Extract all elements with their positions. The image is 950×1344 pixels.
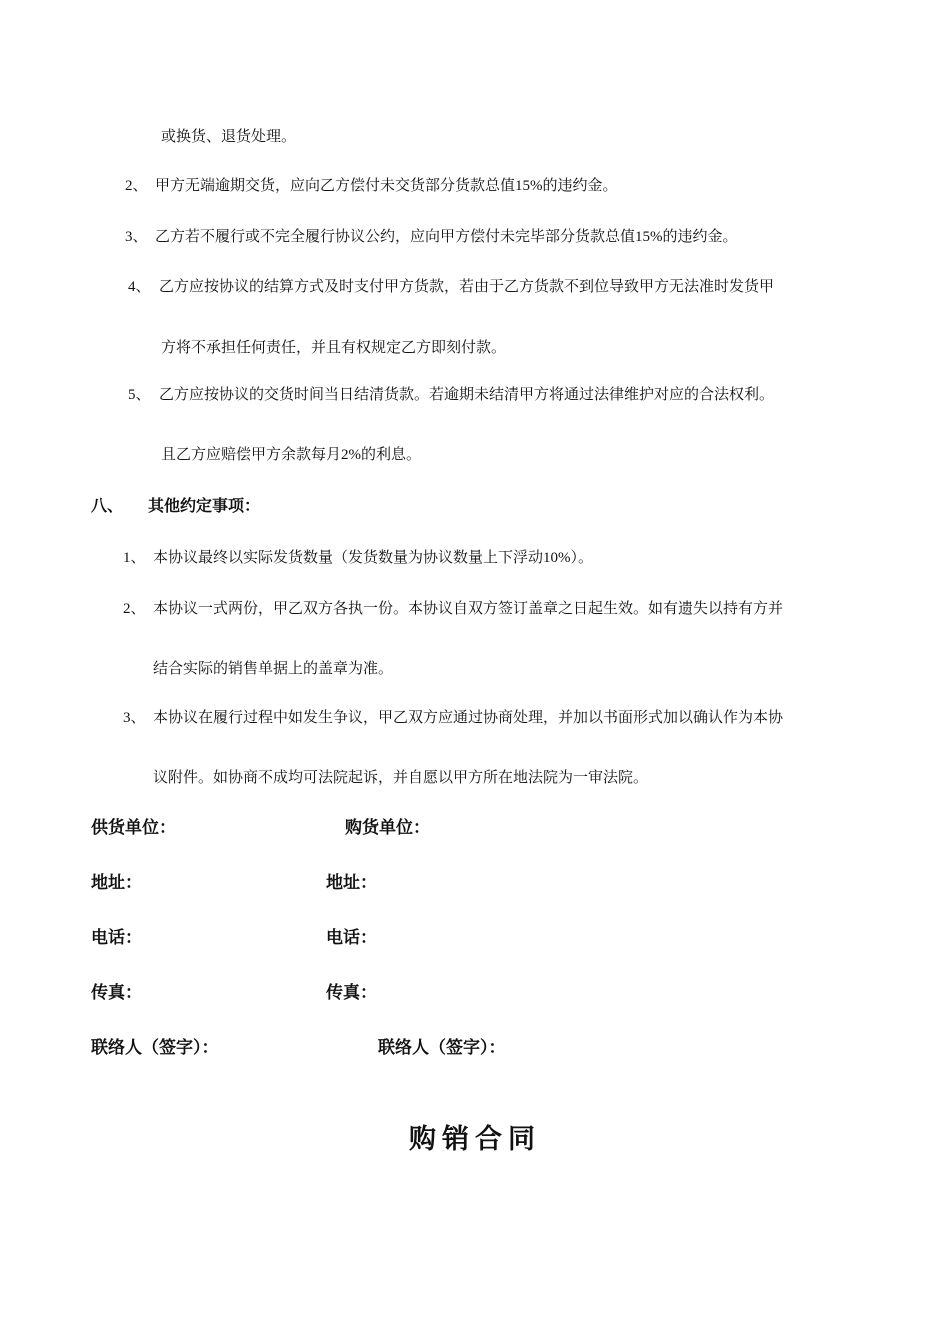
item-text: 乙方应按协议的交货时间当日结清货款。若逾期未结清甲方将通过法律维护对应的合法权利。 bbox=[159, 387, 775, 403]
item-continuation: 且乙方应赔偿甲方余款每月2%的利息。 bbox=[161, 447, 421, 463]
list-item bbox=[125, 176, 618, 196]
item-text: 乙方若不履行或不完全履行协议公约，应向甲方偿付未完毕部分货款总值15%的违约金。 bbox=[155, 229, 738, 245]
list-item bbox=[123, 708, 783, 728]
item-number: 3、 bbox=[125, 229, 148, 245]
document-title: 购销合同 bbox=[409, 1124, 541, 1154]
item-continuation: 议附件。如协商不成均可法院起诉，并自愿以甲方所在地法院为一审法院。 bbox=[153, 770, 649, 786]
list-item bbox=[123, 599, 783, 619]
supplier-fax-label: 传真： bbox=[91, 983, 142, 1002]
item-text: 本协议最终以实际发货数量（发货数量为协议数量上下浮动10%）。 bbox=[153, 550, 593, 566]
buyer-address-label: 地址： bbox=[326, 873, 377, 892]
item-number: 4、 bbox=[128, 279, 151, 295]
buyer-fax-label: 传真： bbox=[326, 983, 377, 1002]
supplier-address-label: 地址： bbox=[91, 873, 142, 892]
section-heading bbox=[91, 497, 260, 517]
item-number: 1、 bbox=[123, 550, 146, 566]
buyer-phone-label: 电话： bbox=[326, 928, 377, 947]
list-item bbox=[128, 277, 774, 297]
item-text: 本协议在履行过程中如发生争议，甲乙双方应通过协商处理，并加以书面形式加以确认作为本协 bbox=[153, 710, 784, 726]
item-number: 2、 bbox=[123, 601, 146, 617]
item-text: 乙方应按协议的结算方式及时支付甲方货款，若由于乙方货款不到位导致甲方无法准时发货甲 bbox=[159, 279, 775, 295]
list-item bbox=[128, 385, 774, 405]
item-number: 2、 bbox=[125, 178, 148, 194]
supplier-unit-label: 供货单位： bbox=[91, 818, 176, 837]
item-continuation: 方将不承担任何责任，并且有权规定乙方即刻付款。 bbox=[161, 340, 507, 356]
buyer-unit-label: 购货单位： bbox=[345, 818, 430, 837]
item-number: 5、 bbox=[128, 387, 151, 403]
item-text: 本协议一式两份，甲乙双方各执一份。本协议自双方签订盖章之日起生效。如有遗失以持有方并 bbox=[153, 601, 784, 617]
item-number: 3、 bbox=[123, 710, 146, 726]
clause-line: 或换货、退货处理。 bbox=[161, 129, 297, 145]
item-continuation: 结合实际的销售单据上的盖章为准。 bbox=[153, 661, 394, 677]
buyer-contact-label: 联络人（签字）： bbox=[378, 1038, 506, 1057]
section-number: 八、 bbox=[91, 498, 124, 515]
item-text: 甲方无端逾期交货，应向乙方偿付未交货部分货款总值15%的违约金。 bbox=[155, 178, 618, 194]
supplier-phone-label: 电话： bbox=[91, 928, 142, 947]
supplier-contact-label: 联络人（签字）： bbox=[91, 1038, 219, 1057]
section-title: 其他约定事项： bbox=[148, 498, 261, 515]
list-item bbox=[125, 227, 738, 247]
list-item bbox=[123, 548, 593, 568]
